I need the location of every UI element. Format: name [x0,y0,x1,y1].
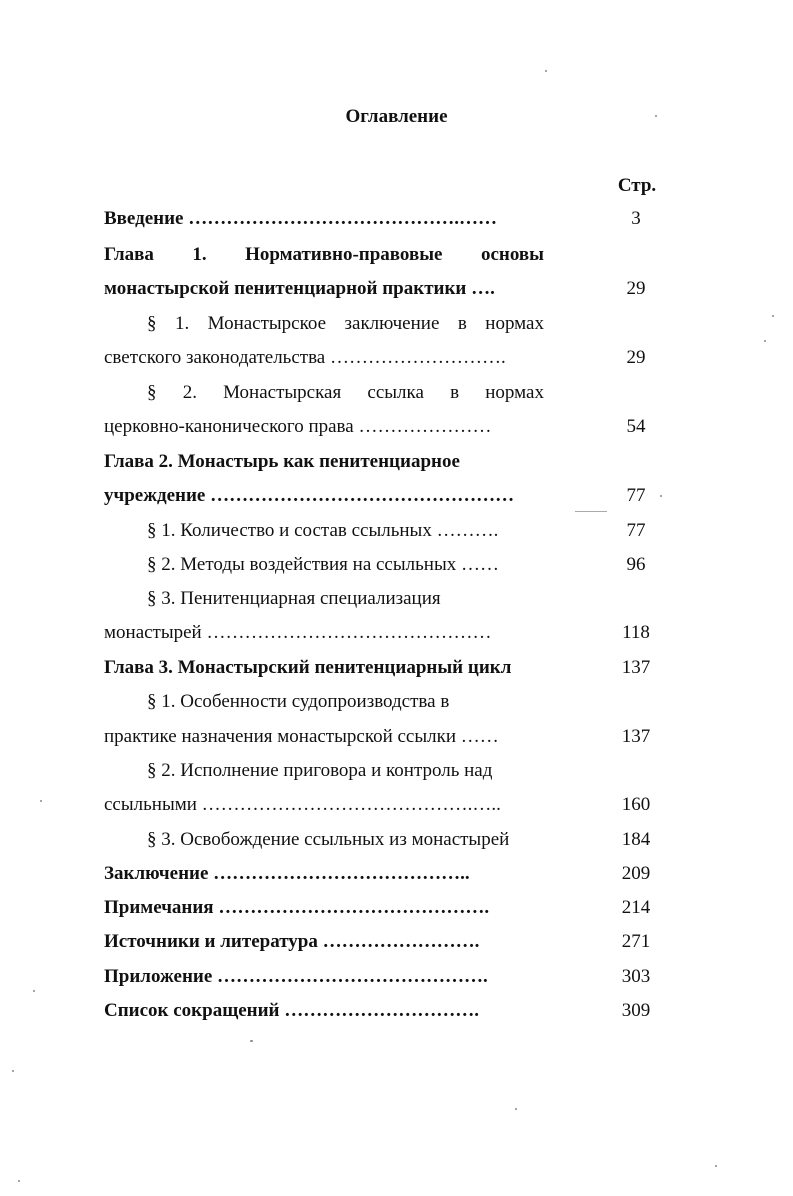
scan-speckle [515,1108,517,1110]
page-column-header: Стр. [617,175,657,196]
toc-entry-section-3-1-cont[interactable]: практике назначения монастырской ссылки …… [104,726,499,747]
toc-entry-intro[interactable]: Введение …………………………………….…… [104,208,497,229]
toc-entry-chapter-3[interactable]: Глава 3. Монастырский пенитенциарный цикл [104,657,512,678]
toc-entry-section-3-1[interactable]: § 1. Особенности судопроизводства в [147,691,450,712]
word: Монастырское [207,313,327,334]
scan-speckle [250,1040,253,1042]
scan-speckle [40,800,42,802]
scan-speckle [764,340,766,342]
scan-line-mark [575,511,607,512]
toc-entry-chapter-1[interactable] [104,244,544,266]
toc-entry-section-2-2[interactable]: § 2. Методы воздействия на ссыльных …… [147,554,499,575]
toc-entry-appendix[interactable]: Приложение ……………………………………. [104,966,488,987]
scan-speckle [545,70,547,72]
word: ссылка [367,382,424,403]
word: 2. [182,382,197,403]
toc-entry-section-3-2[interactable]: § 2. Исполнение приговора и контроль над [147,760,493,781]
word: заключение [344,313,440,334]
toc-page-chapter-1: 29 [626,278,646,299]
scan-speckle [33,990,35,992]
toc-page-section-3-2: 160 [621,794,651,815]
word: 1. [174,313,190,334]
toc-page-section-1-1: 29 [626,347,646,368]
toc-entry-abbreviations[interactable]: Список сокращений …………………………. [104,1000,480,1021]
scan-speckle [18,1180,20,1182]
toc-page-chapter-2: 77 [626,485,646,506]
toc-page-conclusion: 209 [621,863,651,884]
toc-page-section-3-3: 184 [621,829,651,850]
page-title: Оглавление [345,106,448,127]
scan-speckle [772,315,774,317]
word: в [457,313,467,334]
word: Монастырская [223,382,342,403]
toc-entry-section-2-1[interactable]: § 1. Количество и состав ссыльных ………. [147,520,499,541]
scan-speckle [655,115,657,117]
word: Глава [104,244,154,265]
toc-page-section-2-3: 118 [622,622,650,643]
toc-entry-chapter-2[interactable]: Глава 2. Монастырь как пенитенциарное [104,451,460,472]
word: нормах [485,382,544,403]
toc-page-chapter-3: 137 [621,657,651,678]
word: основы [480,244,544,265]
scan-speckle [12,1070,14,1072]
toc-entry-chapter-1-cont[interactable]: монастырской пенитенциарной практики …. [104,278,495,299]
toc-entry-section-1-1[interactable] [147,313,544,335]
toc-entry-chapter-2-cont[interactable]: учреждение ………………………………………… [104,485,515,506]
toc-page-intro: 3 [631,208,641,229]
toc-entry-section-2-3[interactable]: § 3. Пенитенциарная специализация [147,588,441,609]
toc-page-section-1-2: 54 [626,416,646,437]
toc-page-appendix: 303 [621,966,651,987]
toc-entry-section-3-3[interactable]: § 3. Освобождение ссыльных из монастырей [147,829,510,850]
word: нормах [485,313,544,334]
word: § [147,382,157,403]
word: § [147,313,157,334]
toc-page-sources: 271 [621,931,651,952]
scan-speckle [660,495,662,497]
toc-page-section-2-1: 77 [626,520,646,541]
toc-entry-section-1-2[interactable] [147,382,544,404]
toc-entry-section-1-1-cont[interactable]: светского законодательства ………………………. [104,347,506,368]
word: 1. [192,244,207,265]
word: в [450,382,460,403]
word: Нормативно-правовые [245,244,443,265]
toc-entry-sources[interactable]: Источники и литература ……………………. [104,931,480,952]
toc-entry-notes[interactable]: Примечания ……………………………………. [104,897,490,918]
toc-entry-conclusion[interactable]: Заключение ………………………………….. [104,863,470,884]
toc-page-section-2-2: 96 [626,554,646,575]
scan-speckle [715,1165,717,1167]
toc-page-section-3-1: 137 [621,726,651,747]
toc-entry-section-2-3-cont[interactable]: монастырей ……………………………………… [104,622,492,643]
toc-page-notes: 214 [621,897,651,918]
toc-entry-section-1-2-cont[interactable]: церковно-канонического права ………………… [104,416,492,437]
toc-page-abbreviations: 309 [621,1000,651,1021]
toc-entry-section-3-2-cont[interactable]: ссыльными …………………………………….….. [104,794,501,815]
